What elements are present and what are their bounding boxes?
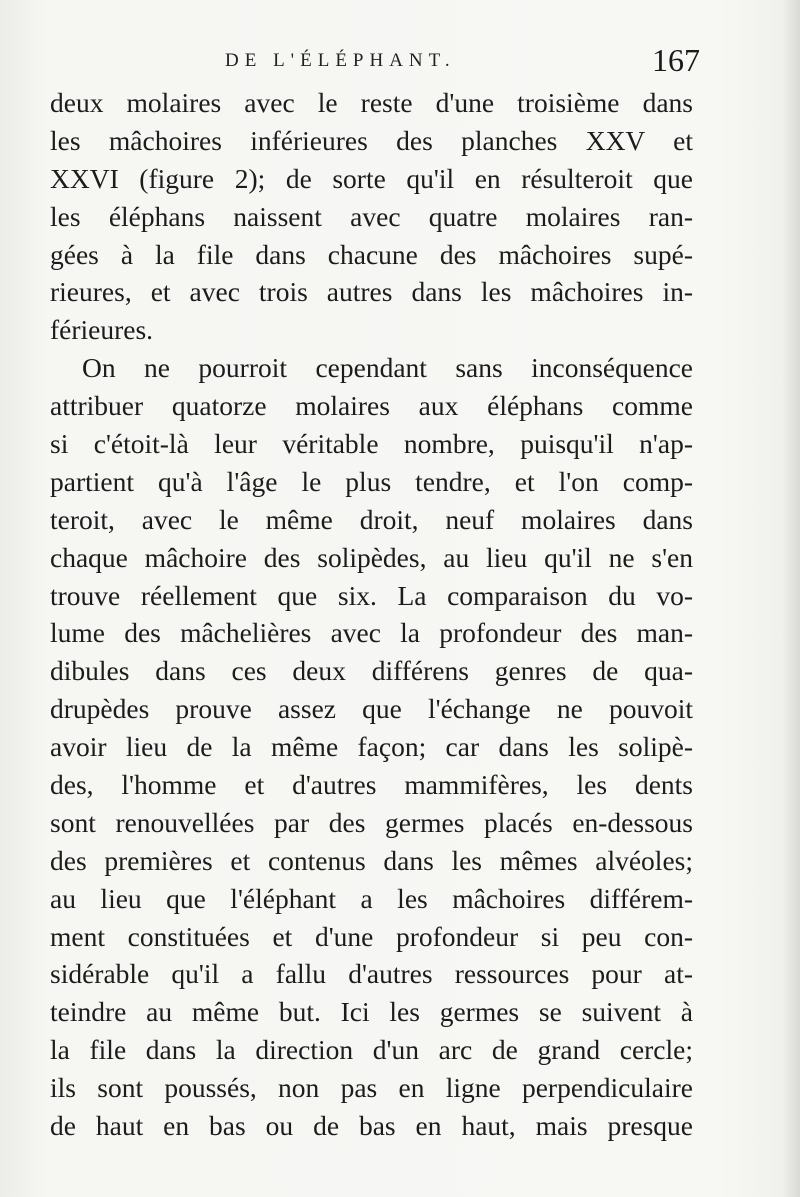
text-line: dibules dans ces deux différens genres de qua-	[50, 655, 693, 687]
page-edge-shadow	[782, 0, 800, 1197]
text-line: des, l'homme et d'autres mammifères, les dents	[50, 769, 693, 801]
text-line: les mâchoires inférieures des planches XXV et	[50, 124, 693, 156]
running-title: DE L'ÉLÉPHANT.	[225, 50, 456, 71]
paragraph-1	[50, 84, 693, 349]
text-line: teroit, avec le même droit, neuf molaires dans	[50, 503, 693, 535]
text-line: des premières et contenus dans les mêmes alvéoles;	[50, 844, 693, 876]
text-line: chaque mâchoire des solipèdes, au lieu qu'il ne s'en	[50, 541, 693, 573]
text-line: trouve réellement que six. La comparaison du vo-	[50, 579, 693, 611]
text-line: de haut en bas ou de bas en haut, mais presque	[50, 1110, 693, 1142]
text-line: gées à la file dans chacune des mâchoires supé-	[50, 238, 693, 270]
text-line: attribuer quatorze molaires aux éléphans comme	[50, 390, 693, 422]
running-head	[50, 42, 700, 82]
text-line: avoir lieu de la même façon; car dans les solipè-	[50, 731, 693, 763]
text-line: lume des mâchelières avec la profondeur des man-	[50, 617, 693, 649]
text-line: partient qu'à l'âge le plus tendre, et l'on comp-	[50, 465, 693, 497]
text-line: deux molaires avec le reste d'une troisième dans	[50, 87, 693, 118]
text-line: rieures, et avec trois autres dans les mâchoires in-	[50, 276, 693, 308]
paragraph-2	[50, 349, 693, 1145]
body-text	[50, 84, 693, 1145]
text-line: teindre au même but. Ici les germes se suivent à	[50, 996, 693, 1028]
text-line: les éléphans naissent avec quatre molaires ran-	[50, 200, 693, 232]
text-line: ment constituées et d'une profondeur si peu con-	[50, 920, 693, 952]
text-line: férieures.	[50, 314, 154, 346]
text-line: au lieu que l'éléphant a les mâchoires différem-	[50, 882, 693, 914]
text-line: sidérable qu'il a fallu d'autres ressources pour at-	[50, 958, 693, 990]
text-line: XXVI (figure 2); de sorte qu'il en résulteroit que	[50, 162, 693, 194]
text-line: ils sont poussés, non pas en ligne perpendiculaire	[50, 1072, 693, 1104]
text-line: la file dans la direction d'un arc de grand cercle;	[50, 1034, 693, 1066]
text-line: sont renouvellées par des germes placés en-dessous	[50, 806, 693, 838]
text-line: drupèdes prouve assez que l'échange ne pouvoit	[50, 693, 693, 725]
text-line: si c'étoit-là leur véritable nombre, puisqu'il n'ap-	[50, 428, 693, 460]
page-number: 167	[652, 42, 700, 78]
text-line: On ne pourroit cependant sans inconséquence	[82, 352, 693, 384]
